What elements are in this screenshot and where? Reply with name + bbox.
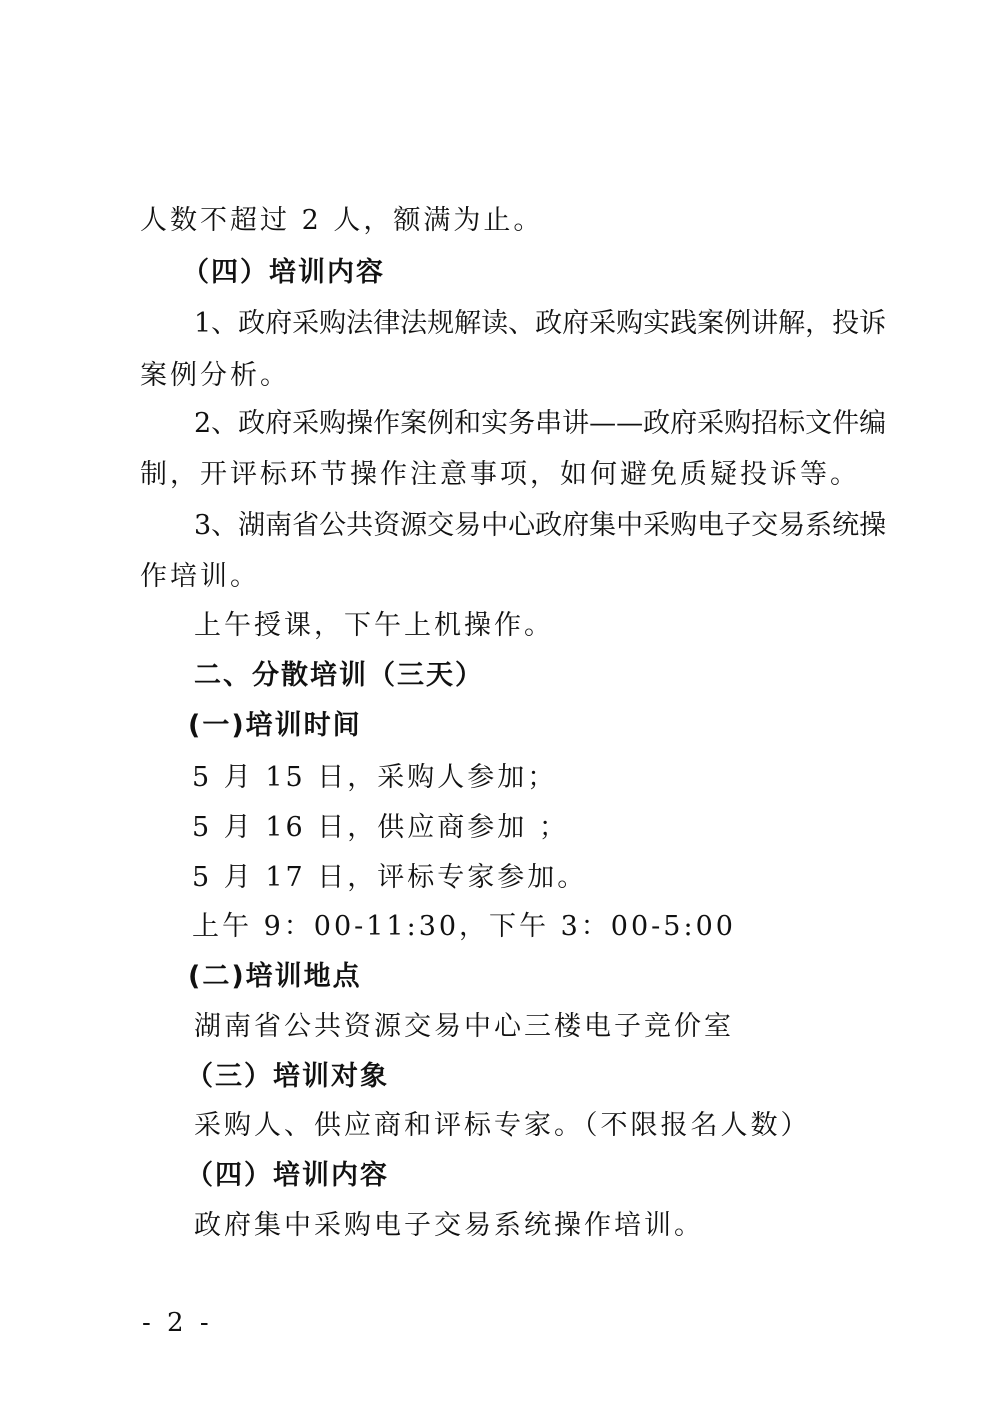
paragraph-line: 湖南省公共资源交易中心三楼电子竞价室 [194, 1011, 734, 1042]
paragraph-line: 5 月 16 日，供应商参加 ； [192, 812, 569, 843]
paragraph-line: 制，开评标环节操作注意事项，如何避免质疑投诉等。 [140, 459, 860, 490]
paragraph-line: 2、政府采购操作案例和实务串讲——政府采购招标文件编 [194, 408, 887, 439]
section-heading: (一)培训时间 [188, 710, 362, 741]
paragraph-line: 作培训。 [140, 561, 260, 592]
section-heading: （三）培训对象 [186, 1061, 389, 1092]
paragraph-line: 采购人、供应商和评标专家。（不限报名人数） [194, 1110, 811, 1141]
paragraph-line: 上午授课，下午上机操作。 [194, 610, 554, 641]
section-heading: (二)培训地点 [188, 961, 362, 992]
paragraph-line: 5 月 15 日，采购人参加； [192, 762, 558, 793]
paragraph-line: 1、政府采购法律法规解读、政府采购实践案例讲解，投诉 [194, 308, 887, 339]
paragraph-line: 案例分析。 [140, 360, 290, 391]
paragraph-line: 5 月 17 日，评标专家参加。 [192, 862, 588, 893]
page-number: - 2 - [142, 1308, 213, 1338]
section-heading: 二、分散培训（三天） [194, 660, 484, 691]
paragraph-line: 上午 9：00-11:30，下午 3：00-5:00 [192, 911, 736, 942]
section-heading: （四）培训内容 [186, 1160, 389, 1191]
section-heading: （四）培训内容 [182, 257, 385, 288]
paragraph-line: 人数不超过 2 人，额满为止。 [140, 205, 544, 236]
paragraph-line: 3、湖南省公共资源交易中心政府集中采购电子交易系统操 [194, 510, 887, 541]
paragraph-line: 政府集中采购电子交易系统操作培训。 [194, 1210, 704, 1241]
